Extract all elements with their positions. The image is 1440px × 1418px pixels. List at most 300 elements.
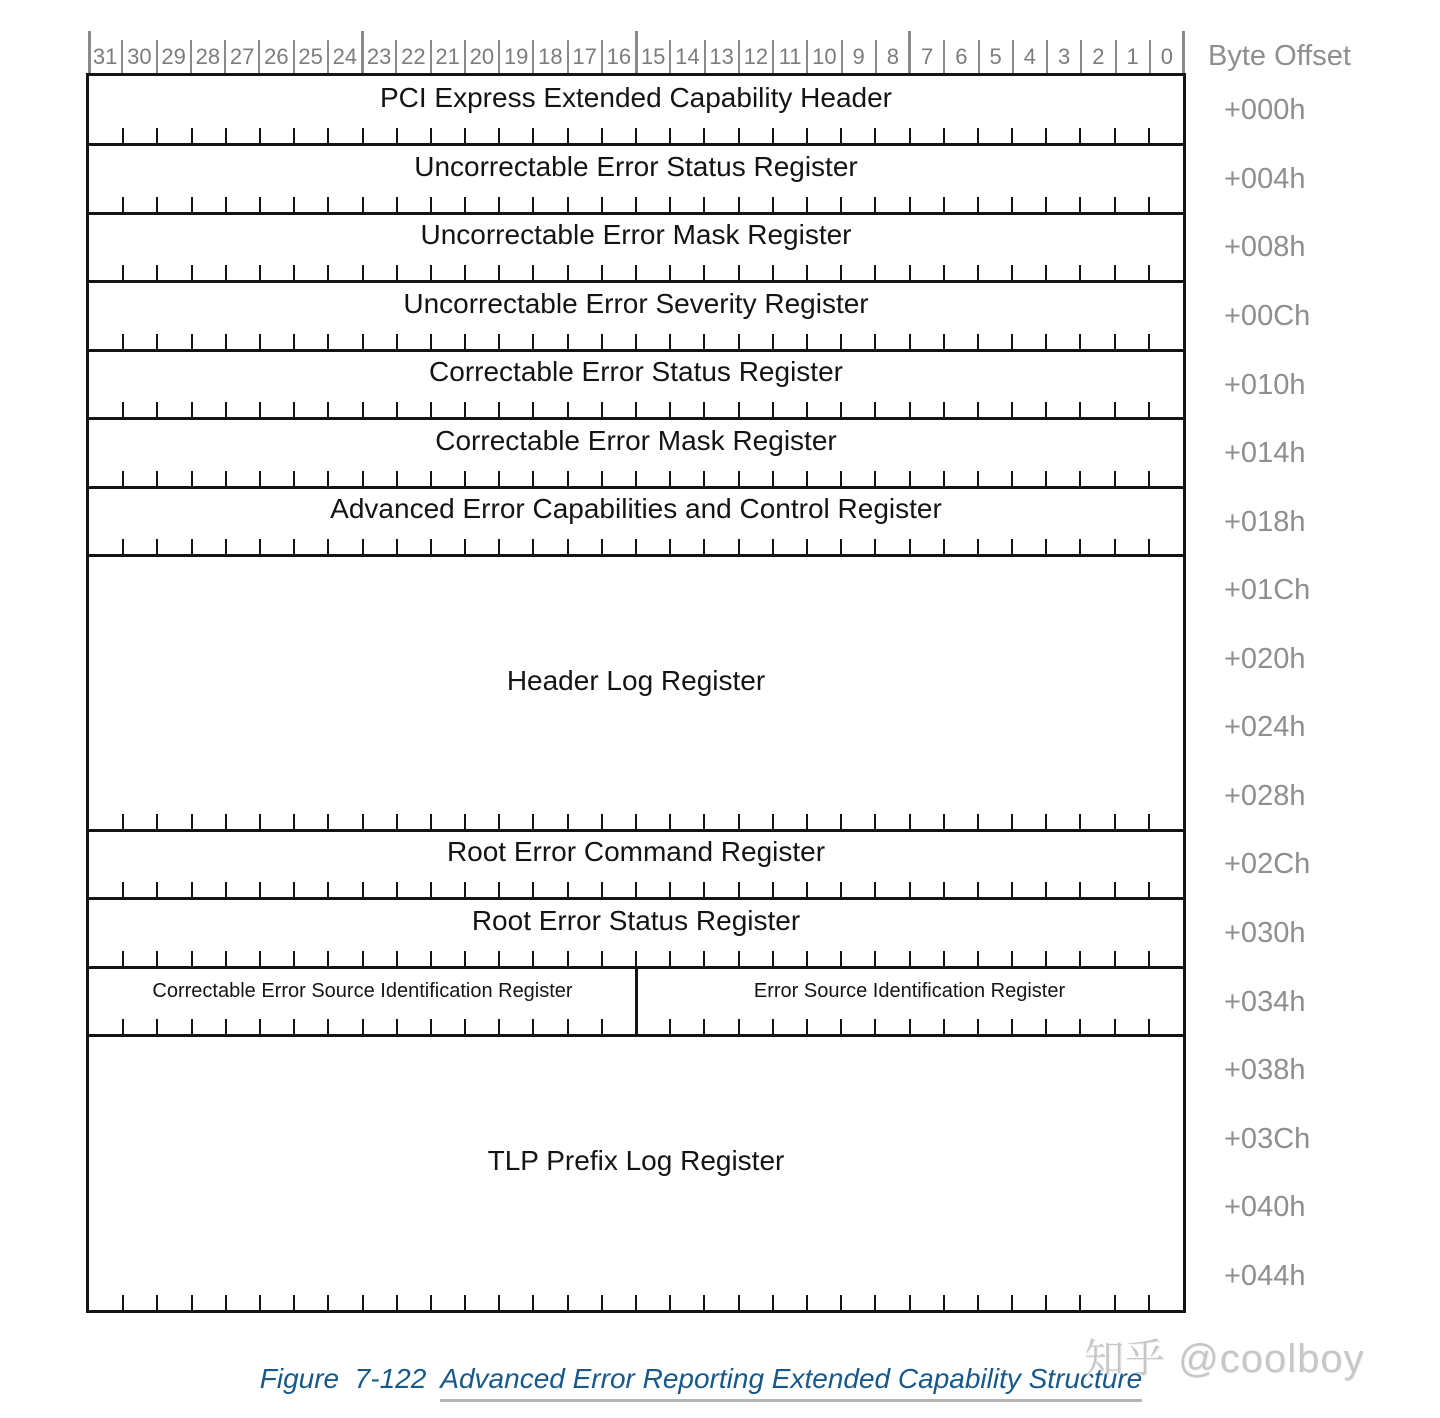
bit-number-cell: 5: [980, 40, 1014, 73]
bit-tick: [1079, 1019, 1081, 1034]
bit-number-cell: 18: [534, 40, 568, 73]
bit-tick: [293, 951, 295, 966]
bit-tick: [362, 882, 364, 897]
bit-tick: [703, 265, 705, 280]
register-row-separator: [89, 486, 1183, 489]
bit-tick: [1079, 265, 1081, 280]
bit-tick: [225, 334, 227, 349]
bit-tick: [1045, 1295, 1047, 1310]
bit-tick: [1148, 1019, 1150, 1034]
bit-tick: [293, 882, 295, 897]
bit-tick: [977, 265, 979, 280]
bit-tick: [293, 1019, 295, 1034]
byte-offset-label: +034h: [1224, 985, 1306, 1018]
bit-tick: [840, 814, 842, 829]
bit-tick: [874, 471, 876, 486]
bit-tick: [464, 951, 466, 966]
bit-tick: [498, 128, 500, 143]
bit-number-cell: 19: [500, 40, 534, 73]
bit-number-cell: 4: [1014, 40, 1048, 73]
register-row-separator: [89, 554, 1183, 557]
figure-title: Advanced Error Reporting Extended Capability Structure: [440, 1363, 1142, 1402]
bit-tick: [191, 539, 193, 554]
bit-tick: [909, 814, 911, 829]
bit-tick: [669, 334, 671, 349]
bit-tick: [362, 471, 364, 486]
bit-tick: [191, 1019, 193, 1034]
bit-tick: [738, 814, 740, 829]
bit-tick: [806, 951, 808, 966]
bit-number-cell: 22: [397, 40, 431, 73]
bit-number-cell: 27: [226, 40, 260, 73]
bit-tick: [191, 128, 193, 143]
bit-tick: [635, 814, 637, 829]
bit-tick: [464, 334, 466, 349]
bit-tick: [225, 1019, 227, 1034]
register-row-separator: [89, 280, 1183, 283]
byte-offset-label: +02Ch: [1224, 848, 1311, 881]
bit-tick: [943, 882, 945, 897]
register-row-separator: [89, 143, 1183, 146]
bit-tick: [601, 539, 603, 554]
bit-tick: [1079, 471, 1081, 486]
bit-tick: [225, 1295, 227, 1310]
bit-tick: [977, 539, 979, 554]
bit-tick: [122, 197, 124, 212]
bit-number-cell: 6: [945, 40, 979, 73]
bit-tick: [977, 471, 979, 486]
bit-tick: [362, 334, 364, 349]
bit-tick: [327, 1019, 329, 1034]
bit-tick: [635, 334, 637, 349]
bit-tick: [191, 265, 193, 280]
bit-tick: [567, 471, 569, 486]
bit-tick: [532, 265, 534, 280]
bit-tick: [430, 882, 432, 897]
bit-tick: [259, 265, 261, 280]
bit-tick: [840, 334, 842, 349]
bit-tick: [874, 814, 876, 829]
bit-number-cell: 15: [637, 40, 671, 73]
bit-tick: [772, 128, 774, 143]
bit-tick: [156, 539, 158, 554]
bit-tick: [772, 814, 774, 829]
bit-tick: [669, 1019, 671, 1034]
bit-tick: [738, 128, 740, 143]
bit-tick: [1011, 1019, 1013, 1034]
bit-tick: [874, 402, 876, 417]
bit-tick: [909, 402, 911, 417]
bit-number-cell: 12: [740, 40, 774, 73]
bit-tick: [1045, 128, 1047, 143]
bit-tick: [122, 471, 124, 486]
byte-offset-label: +030h: [1224, 916, 1306, 949]
bit-tick: [532, 197, 534, 212]
bit-tick: [1114, 882, 1116, 897]
bit-tick: [327, 402, 329, 417]
bit-tick: [1079, 539, 1081, 554]
bit-tick: [635, 265, 637, 280]
bit-number-cell: 13: [706, 40, 740, 73]
register-label: Correctable Error Status Register: [429, 356, 843, 388]
bit-tick: [362, 265, 364, 280]
bit-number-cell: 29: [158, 40, 192, 73]
bit-tick: [293, 471, 295, 486]
register-label: Root Error Status Register: [471, 904, 801, 936]
bit-tick: [977, 1295, 979, 1310]
bit-tick: [772, 265, 774, 280]
bit-tick: [1011, 471, 1013, 486]
bit-tick: [943, 402, 945, 417]
bit-tick: [191, 471, 193, 486]
bit-tick: [909, 471, 911, 486]
bit-tick: [362, 539, 364, 554]
bit-tick: [669, 265, 671, 280]
bit-tick: [259, 951, 261, 966]
bit-tick: [464, 814, 466, 829]
bit-tick: [806, 539, 808, 554]
bit-tick: [772, 539, 774, 554]
bit-tick: [1079, 402, 1081, 417]
bit-tick: [1011, 197, 1013, 212]
bit-tick: [464, 882, 466, 897]
byte-boundary-tick: [1182, 31, 1185, 73]
bit-tick: [943, 1019, 945, 1034]
bit-tick: [703, 197, 705, 212]
bit-tick: [738, 334, 740, 349]
bit-tick: [874, 128, 876, 143]
bit-tick: [122, 1019, 124, 1034]
bit-tick: [396, 471, 398, 486]
bit-tick: [909, 1019, 911, 1034]
bit-tick: [259, 539, 261, 554]
bit-tick: [772, 951, 774, 966]
bit-tick: [259, 814, 261, 829]
bit-tick: [1045, 882, 1047, 897]
bit-number-cell: 11: [774, 40, 808, 73]
bit-tick: [874, 334, 876, 349]
bit-tick: [874, 1019, 876, 1034]
bit-tick: [191, 402, 193, 417]
byte-offset-label: +018h: [1224, 505, 1306, 538]
bit-tick: [1045, 265, 1047, 280]
bit-tick: [635, 951, 637, 966]
bit-tick: [293, 128, 295, 143]
bit-tick: [669, 1295, 671, 1310]
bit-tick: [806, 1019, 808, 1034]
bit-tick: [977, 814, 979, 829]
bit-tick: [840, 1019, 842, 1034]
bit-tick: [430, 402, 432, 417]
bit-tick: [1148, 882, 1150, 897]
byte-offset-label: +03Ch: [1224, 1122, 1311, 1155]
bit-tick: [259, 334, 261, 349]
bit-tick: [635, 882, 637, 897]
bit-tick: [840, 402, 842, 417]
bit-tick: [1114, 334, 1116, 349]
bit-tick: [430, 265, 432, 280]
bit-tick: [909, 197, 911, 212]
bit-tick: [840, 882, 842, 897]
byte-offset-label: +020h: [1224, 642, 1306, 675]
bit-tick: [464, 1019, 466, 1034]
bit-tick: [669, 471, 671, 486]
bit-tick: [1148, 334, 1150, 349]
bit-tick: [396, 1295, 398, 1310]
bit-tick: [396, 539, 398, 554]
bit-tick: [1079, 1295, 1081, 1310]
bit-tick: [156, 265, 158, 280]
bit-tick: [464, 402, 466, 417]
bit-number-cell: 0: [1160, 43, 1173, 69]
bit-tick: [122, 951, 124, 966]
bit-tick: [156, 197, 158, 212]
bit-tick: [703, 128, 705, 143]
bit-tick: [1148, 197, 1150, 212]
bit-tick: [943, 128, 945, 143]
bit-tick: [225, 128, 227, 143]
bit-tick: [532, 402, 534, 417]
bit-tick: [396, 814, 398, 829]
bit-number-cell: 26: [260, 40, 294, 73]
bit-tick: [601, 882, 603, 897]
bit-tick: [1148, 471, 1150, 486]
bit-tick: [156, 951, 158, 966]
register-row-separator: [89, 349, 1183, 352]
bit-tick: [225, 402, 227, 417]
bit-tick: [738, 265, 740, 280]
register-label: Uncorrectable Error Mask Register: [420, 219, 852, 251]
bit-tick: [122, 402, 124, 417]
bit-tick: [327, 197, 329, 212]
byte-offset-label: +00Ch: [1224, 299, 1311, 332]
register-row-separator: [89, 897, 1183, 900]
bit-tick: [806, 334, 808, 349]
bit-tick: [977, 1019, 979, 1034]
bit-tick: [567, 814, 569, 829]
bit-tick: [567, 882, 569, 897]
register-label: Uncorrectable Error Status Register: [414, 150, 858, 182]
bit-number-cell: 17: [569, 40, 603, 73]
bit-tick: [327, 951, 329, 966]
bit-tick: [909, 951, 911, 966]
bit-tick: [1148, 814, 1150, 829]
bit-tick: [669, 951, 671, 966]
bit-tick: [669, 814, 671, 829]
bit-tick: [191, 334, 193, 349]
bit-tick: [156, 882, 158, 897]
bit-tick: [1114, 1295, 1116, 1310]
bit-tick: [943, 265, 945, 280]
bit-tick: [1011, 951, 1013, 966]
bit-tick: [1011, 128, 1013, 143]
bit-tick: [772, 334, 774, 349]
bit-tick: [601, 1295, 603, 1310]
bit-tick: [156, 402, 158, 417]
bit-tick: [977, 402, 979, 417]
bit-number-cell: 7: [911, 40, 945, 73]
bit-tick: [1148, 402, 1150, 417]
bit-tick: [396, 951, 398, 966]
bit-tick: [1079, 814, 1081, 829]
bit-number-cell: 25: [295, 40, 329, 73]
bit-tick: [498, 334, 500, 349]
bit-tick: [156, 334, 158, 349]
bit-tick: [874, 197, 876, 212]
bit-tick: [122, 334, 124, 349]
bit-tick: [191, 814, 193, 829]
bit-tick: [293, 402, 295, 417]
bit-tick: [738, 882, 740, 897]
bit-tick: [225, 814, 227, 829]
byte-boundary-tick: [908, 31, 911, 73]
byte-offset-label: +004h: [1224, 162, 1306, 195]
bit-tick: [943, 951, 945, 966]
bit-tick: [772, 1295, 774, 1310]
bit-tick: [122, 1295, 124, 1310]
bit-number-cell: 30: [123, 40, 157, 73]
bit-tick: [669, 882, 671, 897]
bit-tick: [567, 197, 569, 212]
bit-tick: [327, 128, 329, 143]
byte-boundary-tick: [635, 31, 638, 73]
bit-tick: [532, 128, 534, 143]
bit-tick: [1011, 539, 1013, 554]
bit-tick: [1114, 471, 1116, 486]
bit-tick: [498, 402, 500, 417]
bit-tick: [1148, 128, 1150, 143]
bit-tick: [840, 1295, 842, 1310]
bit-tick: [601, 334, 603, 349]
bit-tick: [772, 471, 774, 486]
bit-tick: [225, 951, 227, 966]
bit-tick: [601, 128, 603, 143]
bit-tick: [1148, 265, 1150, 280]
bit-tick: [191, 197, 193, 212]
bit-tick: [874, 539, 876, 554]
bit-tick: [1011, 334, 1013, 349]
byte-offset-header: Byte Offset: [1208, 40, 1351, 72]
bit-tick: [738, 1019, 740, 1034]
bit-tick: [635, 128, 637, 143]
bit-tick: [772, 402, 774, 417]
watermark: 知乎 @coolboy: [1084, 1337, 1365, 1381]
bit-tick: [601, 1019, 603, 1034]
bit-tick: [396, 265, 398, 280]
bit-tick: [122, 265, 124, 280]
register-row-separator: [89, 417, 1183, 420]
bit-tick: [498, 1019, 500, 1034]
bit-tick: [669, 197, 671, 212]
bit-tick: [259, 882, 261, 897]
byte-offset-label: +040h: [1224, 1191, 1306, 1224]
bit-tick: [1079, 882, 1081, 897]
byte-boundary-tick: [88, 31, 91, 73]
bit-tick: [396, 402, 398, 417]
bit-tick: [259, 128, 261, 143]
bit-tick: [122, 128, 124, 143]
byte-offset-label: +008h: [1224, 231, 1306, 264]
bit-tick: [635, 471, 637, 486]
bit-tick: [362, 951, 364, 966]
register-label: Correctable Error Mask Register: [435, 424, 837, 456]
bit-tick: [669, 128, 671, 143]
bit-tick: [703, 814, 705, 829]
bit-number-cell: 3: [1048, 40, 1082, 73]
bit-tick: [156, 1295, 158, 1310]
bit-tick: [635, 1295, 637, 1310]
bit-number-cell: 16: [603, 40, 637, 73]
bit-tick: [498, 539, 500, 554]
bit-tick: [498, 951, 500, 966]
byte-offset-label: +024h: [1224, 711, 1306, 744]
bit-number-cell: 10: [808, 40, 842, 73]
bit-tick: [293, 197, 295, 212]
bit-tick: [567, 402, 569, 417]
bit-tick: [635, 402, 637, 417]
bit-tick: [909, 882, 911, 897]
bit-tick: [259, 197, 261, 212]
bit-tick: [122, 814, 124, 829]
bit-tick: [772, 197, 774, 212]
bit-tick: [1011, 265, 1013, 280]
bit-tick: [464, 471, 466, 486]
bit-tick: [601, 265, 603, 280]
bit-tick: [498, 882, 500, 897]
bit-tick: [1114, 265, 1116, 280]
bit-tick: [191, 951, 193, 966]
bit-tick: [1045, 471, 1047, 486]
bit-tick: [703, 951, 705, 966]
register-diagram: [86, 73, 1186, 1313]
bit-tick: [840, 539, 842, 554]
bit-tick: [567, 951, 569, 966]
bit-tick: [601, 471, 603, 486]
bit-tick: [1011, 814, 1013, 829]
bit-tick: [430, 1019, 432, 1034]
register-row-separator: [89, 829, 1183, 832]
bit-tick: [327, 334, 329, 349]
bit-tick: [1079, 197, 1081, 212]
bit-number-cell: 20: [466, 40, 500, 73]
bit-tick: [1114, 197, 1116, 212]
bit-number-cell: 1: [1117, 40, 1151, 73]
bit-tick: [396, 334, 398, 349]
bit-tick: [806, 882, 808, 897]
bit-tick: [977, 128, 979, 143]
bit-number-cell: 2: [1082, 40, 1116, 73]
bit-tick: [909, 334, 911, 349]
bit-tick: [772, 1019, 774, 1034]
bit-tick: [1114, 539, 1116, 554]
bit-tick: [874, 265, 876, 280]
bit-tick: [1045, 951, 1047, 966]
register-row-separator: [89, 212, 1183, 215]
bit-number-cell: 21: [432, 40, 466, 73]
bit-tick: [909, 128, 911, 143]
bit-tick: [943, 814, 945, 829]
bit-tick: [225, 471, 227, 486]
bit-tick: [293, 334, 295, 349]
register-label: Root Error Command Register: [446, 836, 826, 868]
bit-tick: [396, 128, 398, 143]
bit-tick: [156, 814, 158, 829]
bit-tick: [327, 471, 329, 486]
bit-tick: [738, 197, 740, 212]
bit-tick: [567, 1295, 569, 1310]
bit-tick: [1045, 402, 1047, 417]
bit-number-cell: 23: [363, 40, 397, 73]
